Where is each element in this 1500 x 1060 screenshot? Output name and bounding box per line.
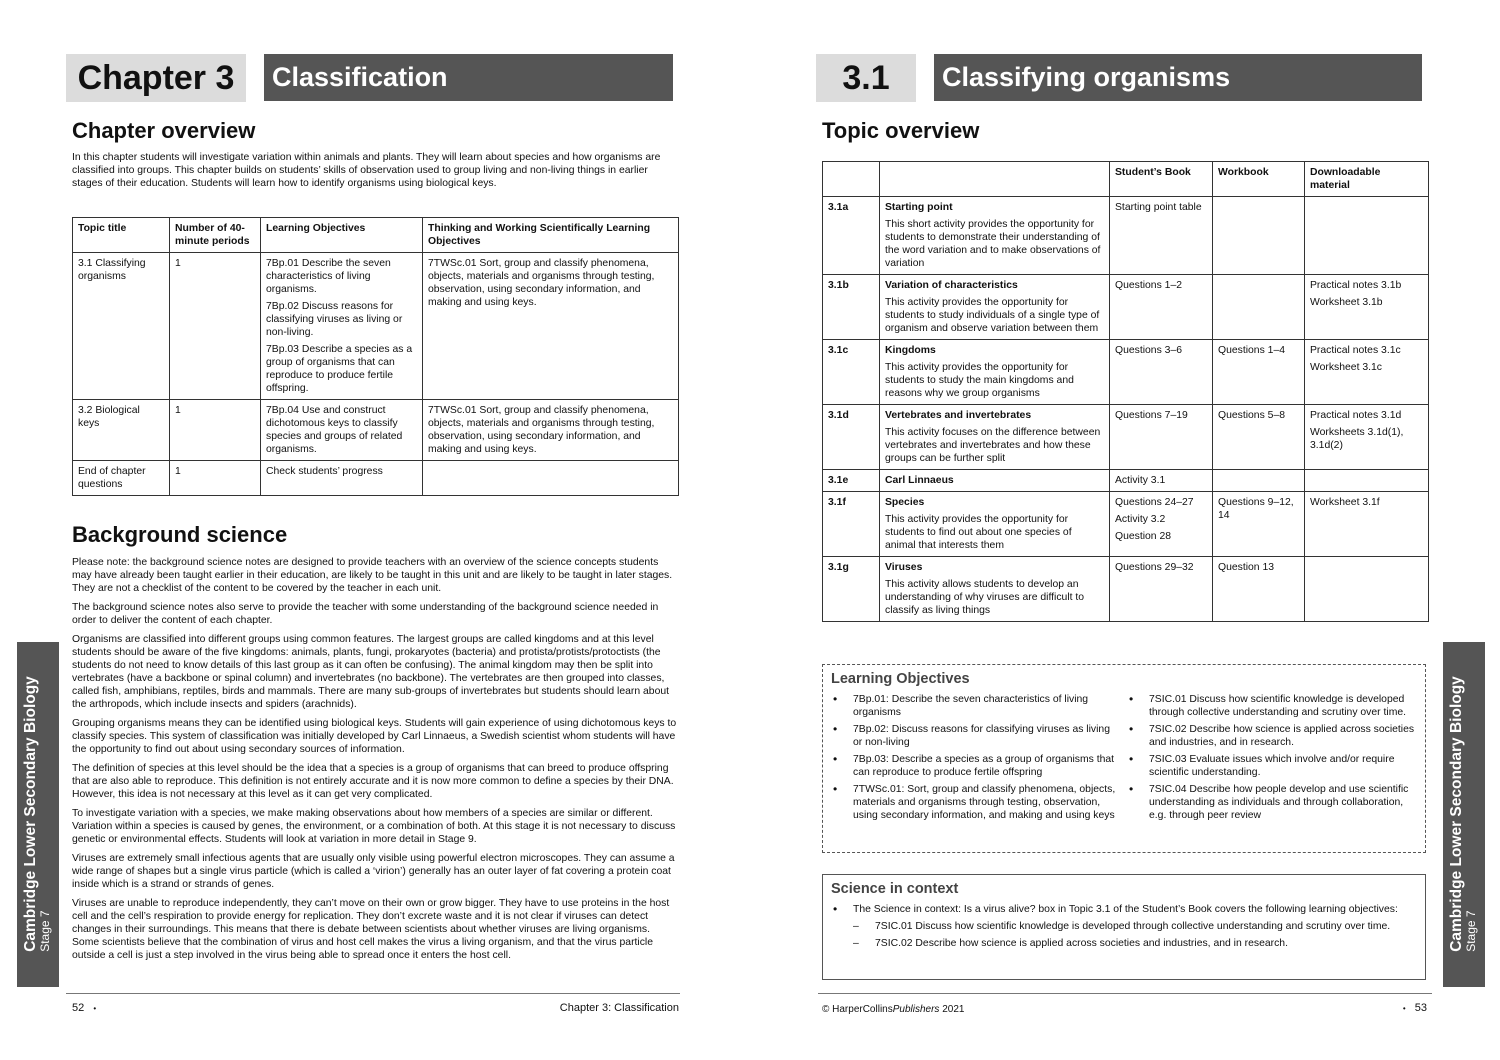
topic-overview-table	[822, 161, 1429, 622]
twso-cell	[423, 461, 679, 496]
table-row	[823, 340, 1429, 405]
activity-description: This activity focuses on the difference between vertebrates and invertebrates and how these groups can be further split	[885, 427, 1101, 464]
copyright: © HarperCollinsPublishers 2021	[822, 1004, 965, 1015]
science-in-context-list	[831, 920, 1417, 950]
right-page	[750, 0, 1500, 1060]
paragraph: Please note: the background science notes are designed to provide teachers with an overview of the science concepts students may have already been taught earlier in their education, are likely to be taught in this unit and are likely to be taught in later stages. They are not a checklist of the content to be covered by the teacher in each unit.	[72, 557, 673, 594]
activity-description: This activity allows students to develop an understanding of why viruses are difficult to classify as living things	[885, 579, 1085, 616]
paragraph: The definition of species at this level should be the idea that a species is a group of organisms that can breed to produce offspring that are also able to reproduce. This definition is not entirely accurate and it is now more common to define a species by their DNA. However, this idea is not necessary at this level as it can get very complicated.	[72, 763, 674, 800]
cell-item: Questions 29–32	[1115, 562, 1194, 573]
downloadable-material-cell	[1305, 492, 1429, 557]
cell-item: Practical notes 3.1d	[1310, 410, 1402, 421]
cell-item: Questions 5–8	[1218, 410, 1286, 421]
objective: 7Bp.01 Describe the seven characteristics of living organisms.	[266, 258, 391, 295]
topic-activity-cell	[880, 275, 1110, 340]
paragraph: Viruses are extremely small infectious agents that are usually only visible using powerful electron microscopes. They can assume a wide range of shapes but a single virus particle (which is called a ‘virion’) generally has an outer layer of fat covering a protein coat inside which is a strand or strands of genes.	[72, 853, 675, 890]
topic-activity-cell	[880, 340, 1110, 405]
twso-cell: 7TWSc.01 Sort, group and classify phenomena, objects, materials and organisms through testing, observation, using secondary information, and making and using keys.	[423, 253, 679, 400]
activity-title: Viruses	[885, 562, 923, 573]
list-item: – 7SIC.02 Describe how science is applied across societies and industries, and in research.	[831, 937, 1417, 950]
side-tab-left	[17, 642, 59, 987]
learning-objectives-cell	[261, 461, 423, 496]
activity-title: Carl Linnaeus	[885, 475, 954, 486]
topic-activity-cell	[880, 557, 1110, 622]
learning-objectives-cell	[261, 400, 423, 461]
list-item: • 7TWSc.01: Sort, group and classify phenomena, objects, materials and organisms through testing, observation, using secondary information, and making and using keys	[831, 783, 1121, 822]
topic-code-cell: 3.1b	[823, 275, 880, 340]
footer-bullet: •	[1402, 1004, 1406, 1013]
activity-title: Species	[885, 497, 925, 508]
activity-description: This activity provides the opportunity for students to study the main kingdoms and reasons why we group organisms	[885, 362, 1074, 399]
list-item: • 7SIC.02 Describe how science is applied across societies and industries, and in research.	[1127, 723, 1417, 749]
chapter-overview-table	[72, 217, 679, 496]
side-tab-stage: Stage 7	[38, 910, 52, 952]
cell-item: Question 28	[1115, 531, 1172, 542]
objective: 7Bp.04 Use and construct dichotomous keys to classify species and groups of related organisms.	[266, 405, 403, 455]
science-in-context-box	[822, 874, 1426, 980]
activity-title: Vertebrates and invertebrates	[885, 410, 1032, 421]
cell-item: Starting point table	[1115, 202, 1202, 213]
cell-item: Worksheet 3.1f	[1310, 497, 1380, 508]
topic-overview-heading: Topic overview	[822, 118, 980, 143]
learning-objectives-cell	[261, 253, 423, 400]
table-row	[823, 197, 1429, 275]
topic-code-cell: 3.1f	[823, 492, 880, 557]
cell-item: Worksheets 3.1d(1), 3.1d(2)	[1310, 427, 1404, 451]
learning-objectives-box	[822, 664, 1426, 853]
cell-item: Questions 9–12, 14	[1218, 497, 1294, 521]
footer-divider	[818, 993, 1432, 994]
chapter-title: Classification	[264, 54, 673, 101]
cell-item: Practical notes 3.1c	[1310, 345, 1401, 356]
students-book-cell	[1110, 340, 1213, 405]
downloadable-material-cell	[1305, 340, 1429, 405]
paragraph: Grouping organisms means they can be identified using biological keys. Students will gain experience of using dichotomous keys to classify species. This system of classification was initially developed by Carl Linnaeus, a Swedish scientist whom students will have the opportunity to find out about using secondary sources of information.	[72, 718, 677, 755]
cell-item: Questions 1–4	[1218, 345, 1286, 356]
topic-title-cell: End of chapter questions	[73, 461, 170, 496]
activity-description: This short activity provides the opportunity for students to demonstrate their understanding of the word variation and to make observations of variation	[885, 219, 1101, 269]
activity-title: Kingdoms	[885, 345, 936, 356]
students-book-cell	[1110, 405, 1213, 470]
column-header	[880, 162, 1110, 197]
column-header: Downloadable material	[1305, 162, 1429, 197]
topic-code-cell: 3.1e	[823, 470, 880, 492]
table-header-row	[73, 218, 679, 253]
students-book-cell	[1110, 470, 1213, 492]
topic-activity-cell	[880, 470, 1110, 492]
page-number: 53	[1414, 1002, 1427, 1014]
learning-objectives-list-right	[1127, 693, 1417, 822]
objective: Check students’ progress	[266, 466, 383, 477]
chapter-overview-heading: Chapter overview	[72, 118, 256, 143]
chapter-overview-text: In this chapter students will investigate variation within animals and plants. They will learn about species and how organisms are classified into groups. This chapter builds on students’ skills of observation used to group living and non-living things in earlier stages of their education. Students will learn how to identify organisms using biological keys.	[72, 152, 661, 189]
table-row	[823, 492, 1429, 557]
students-book-cell	[1110, 197, 1213, 275]
table-header-row	[823, 162, 1429, 197]
workbook-cell	[1213, 197, 1305, 275]
table-row	[823, 470, 1429, 492]
table-row	[823, 275, 1429, 340]
page-number-left	[72, 1002, 96, 1014]
workbook-cell	[1213, 405, 1305, 470]
column-header	[823, 162, 880, 197]
cell-item: Practical notes 3.1b	[1310, 280, 1402, 291]
cell-item: Questions 3–6	[1115, 345, 1183, 356]
paragraph: To investigate variation with a species, we make making observations about how members of a species are similar or different. Variation within a species is caused by genes, the environment, or a combination of both. At this stage it is not necessary to discuss genetic or environmental effects. Students will look at variation in more detail in Stage 9.	[72, 808, 676, 845]
page-number-right	[1403, 1002, 1427, 1014]
table-row	[73, 400, 679, 461]
topic-activity-cell	[880, 197, 1110, 275]
topic-code-cell: 3.1d	[823, 405, 880, 470]
footer-chapter-label: Chapter 3: Classification	[559, 1002, 679, 1014]
twso-cell: 7TWSc.01 Sort, group and classify phenomena, objects, materials and organisms through testing, observation, using secondary information, and making and using keys.	[423, 400, 679, 461]
activity-description: This activity provides the opportunity for students to study individuals of a single type of organism and observe variation between them	[885, 297, 1100, 334]
side-tab-title: Cambridge Lower Secondary Biology	[22, 676, 39, 952]
downloadable-material-cell	[1305, 557, 1429, 622]
list-item: • 7SIC.04 Describe how people develop and use scientific understanding as individuals and through collaboration, e.g. through peer review	[1127, 783, 1417, 822]
workbook-cell	[1213, 275, 1305, 340]
footer-bullet: •	[93, 1004, 97, 1013]
students-book-cell	[1110, 275, 1213, 340]
activity-title: Starting point	[885, 202, 953, 213]
topic-title: Classifying organisms	[934, 54, 1422, 101]
science-in-context-heading: Science in context	[831, 881, 959, 897]
cell-item: Activity 3.2	[1115, 514, 1166, 525]
cell-item: Questions 7–19	[1115, 410, 1188, 421]
topic-code-cell: 3.1c	[823, 340, 880, 405]
footer-divider	[66, 993, 680, 994]
cell-item: Questions 24–27	[1115, 497, 1194, 508]
side-tab-stage: Stage 7	[1464, 910, 1478, 952]
paragraph: The background science notes also serve to provide the teacher with some understanding of the background science needed in order to deliver the content of each chapter.	[72, 602, 659, 626]
downloadable-material-cell	[1305, 197, 1429, 275]
topic-activity-cell	[880, 492, 1110, 557]
column-header: Student’s Book	[1110, 162, 1213, 197]
column-header: Number of 40-minute periods	[170, 218, 261, 253]
page-number: 52	[72, 1002, 85, 1014]
list-item: • 7Bp.01: Describe the seven characteristics of living organisms	[831, 693, 1121, 719]
chapter-number: Chapter 3	[66, 54, 246, 102]
learning-objectives-heading: Learning Objectives	[831, 671, 970, 687]
column-header: Workbook	[1213, 162, 1305, 197]
column-header: Learning Objectives	[261, 218, 423, 253]
side-tab-right	[1443, 642, 1485, 987]
downloadable-material-cell	[1305, 470, 1429, 492]
side-tab-title: Cambridge Lower Secondary Biology	[1448, 676, 1465, 952]
topic-code-cell: 3.1g	[823, 557, 880, 622]
periods-cell: 1	[170, 400, 261, 461]
cell-item: Questions 1–2	[1115, 280, 1183, 291]
column-header: Thinking and Working Scientifically Learning Objectives	[423, 218, 679, 253]
list-item: • 7SIC.01 Discuss how scientific knowledge is developed through collective understanding and scrutiny over time.	[1127, 693, 1417, 719]
cell-item: Activity 3.1	[1115, 475, 1166, 486]
periods-cell: 1	[170, 253, 261, 400]
cell-item: Worksheet 3.1c	[1310, 362, 1382, 373]
list-item: • 7SIC.03 Evaluate issues which involve and/or require scientific understanding.	[1127, 753, 1417, 779]
students-book-cell	[1110, 492, 1213, 557]
workbook-cell	[1213, 557, 1305, 622]
students-book-cell	[1110, 557, 1213, 622]
background-science-text	[72, 556, 678, 968]
background-science-heading: Background science	[72, 522, 288, 547]
downloadable-material-cell	[1305, 405, 1429, 470]
cell-item: Question 13	[1218, 562, 1275, 573]
topic-number: 3.1	[816, 54, 916, 102]
column-header: Topic title	[73, 218, 170, 253]
table-row	[823, 557, 1429, 622]
periods-cell: 1	[170, 461, 261, 496]
objective: 7Bp.02 Discuss reasons for classifying viruses as living or non-living.	[266, 301, 403, 338]
topic-title-cell: 3.2 Biological keys	[73, 400, 170, 461]
science-in-context-intro: • The Science in context: Is a virus alive? box in Topic 3.1 of the Student’s Book covers the following learning objectives:	[831, 903, 1417, 916]
table-row	[823, 405, 1429, 470]
table-row	[73, 461, 679, 496]
paragraph: Viruses are unable to reproduce independently, they can’t move on their own or grow bigger. They have to use proteins in the host cell and the cell’s respiration to provide energy for replication. They don’t excrete waste and it is not clear if viruses can detect changes in their surroundings. This means that there is debate between scientists about whether viruses are living organisms. Some scientists believe that the combination of virus and host cell makes the virus a living organism, and that the virus particle outside a cell is just a step involved in the virus being able to spread once it enters the host cell.	[72, 898, 670, 961]
activity-title: Variation of characteristics	[885, 280, 1018, 291]
workbook-cell	[1213, 492, 1305, 557]
topic-title-cell: 3.1 Classifying organisms	[73, 253, 170, 400]
workbook-cell	[1213, 340, 1305, 405]
topic-activity-cell	[880, 405, 1110, 470]
topic-code-cell: 3.1a	[823, 197, 880, 275]
list-item: • 7Bp.03: Describe a species as a group of organisms that can reproduce to produce fertile offspring	[831, 753, 1121, 779]
objective: 7Bp.03 Describe a species as a group of organisms that can reproduce to produce fertile offspring.	[266, 344, 413, 394]
learning-objectives-list-left	[831, 693, 1121, 822]
workbook-cell	[1213, 470, 1305, 492]
activity-description: This activity provides the opportunity for students to find out about one species of animal that interests them	[885, 514, 1072, 551]
list-item: – 7SIC.01 Discuss how scientific knowledge is developed through collective understanding and scrutiny over time.	[831, 920, 1417, 933]
list-item: • 7Bp.02: Discuss reasons for classifying viruses as living or non-living	[831, 723, 1121, 749]
table-row	[73, 253, 679, 400]
downloadable-material-cell	[1305, 275, 1429, 340]
paragraph: Organisms are classified into different groups using common features. The largest groups are called kingdoms and at this level students should be aware of the five kingdoms: animals, plants, fungi, prokaryotes (bacteria) and protista/protists/protoctists (the students do not need to know details of this last group as it can often be confusing). The animal kingdom may then be split into vertebrates (have a backbone or spinal column) and invertebrates (no backbone). The vertebrates are then grouped into classes, called fish, amphibians, reptiles, birds and mammals. There are many sub-groups of invertebrates but students should learn about the arthropods, which include insects and spiders (arachnids).	[72, 634, 670, 710]
cell-item: Worksheet 3.1b	[1310, 297, 1383, 308]
